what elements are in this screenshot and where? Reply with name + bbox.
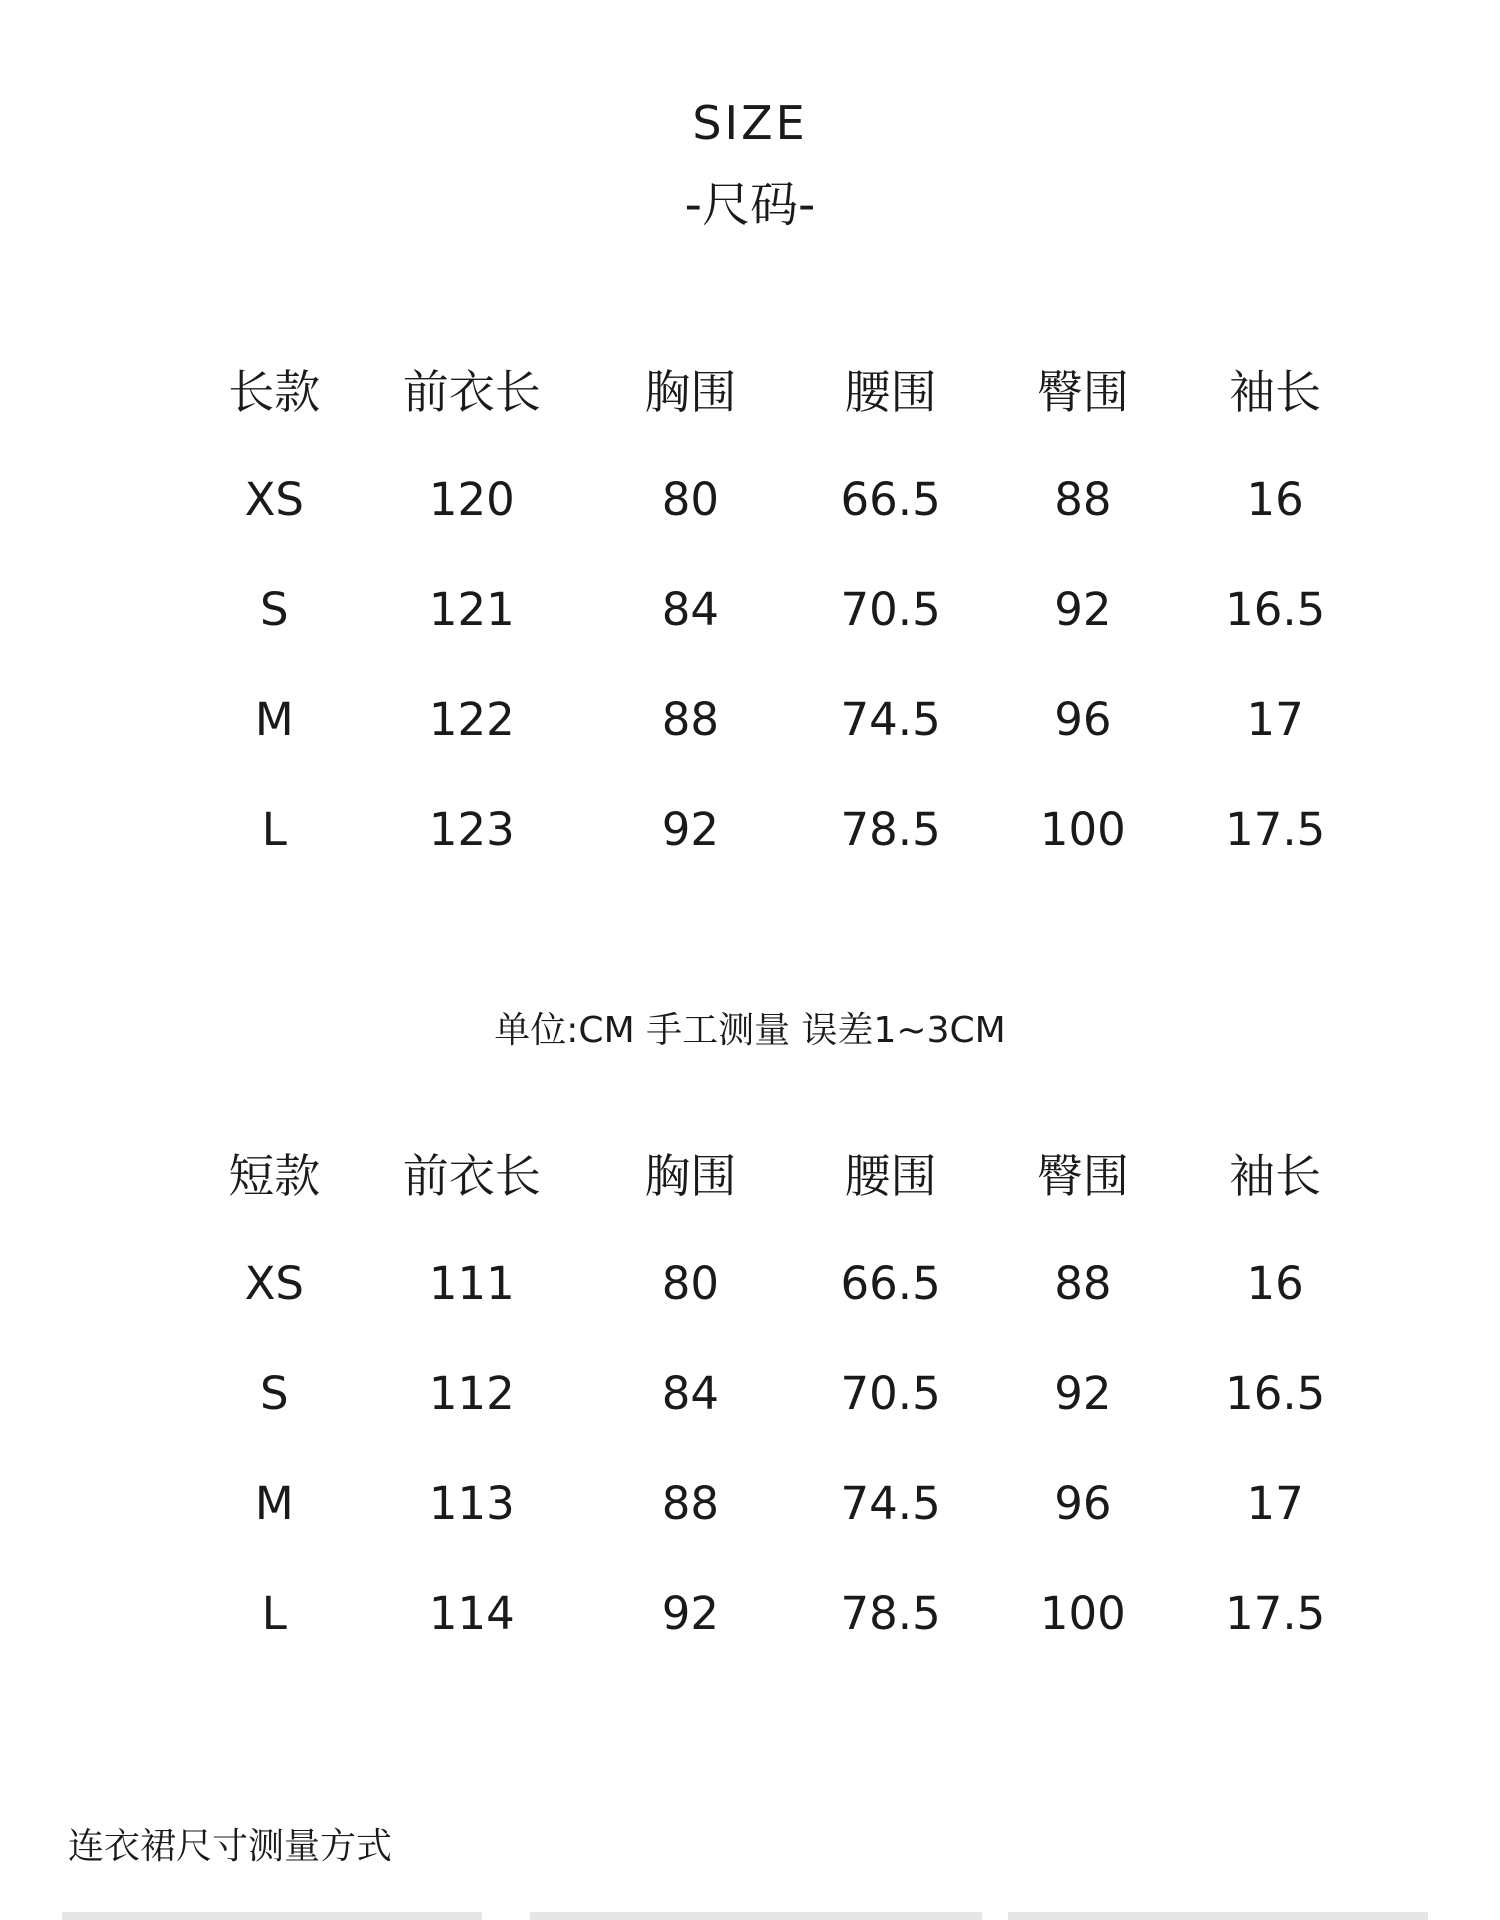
table-cell: 122 bbox=[428, 692, 515, 746]
table-cell: 96 bbox=[1054, 1476, 1112, 1530]
table-cell: 17 bbox=[1246, 692, 1304, 746]
table-cell: 121 bbox=[428, 582, 515, 636]
image-thumbnail bbox=[1008, 1912, 1428, 1920]
table-cell: 88 bbox=[661, 692, 720, 746]
header-cell: 腰围 bbox=[844, 365, 937, 419]
table-cell: 100 bbox=[1039, 802, 1126, 856]
table-cell: 80 bbox=[661, 1256, 720, 1310]
table-row bbox=[190, 1338, 1370, 1448]
image-thumbnail bbox=[62, 1912, 482, 1920]
table-cell: 88 bbox=[1054, 472, 1112, 526]
header-cell: 短款 bbox=[228, 1149, 321, 1203]
page-title-cn: -尺码- bbox=[684, 177, 816, 233]
table-cell: L bbox=[261, 802, 287, 856]
table-header-row bbox=[190, 334, 1370, 444]
header-cell: 胸围 bbox=[644, 365, 737, 419]
header-cell: 臀围 bbox=[1036, 365, 1129, 419]
table-cell: 80 bbox=[661, 472, 720, 526]
table-cell: L bbox=[261, 1586, 287, 1640]
table-cell: 16 bbox=[1246, 1256, 1304, 1310]
table-cell: S bbox=[259, 582, 289, 636]
table-cell: 92 bbox=[661, 1586, 720, 1640]
table-cell: 111 bbox=[428, 1256, 515, 1310]
table-cell: 16.5 bbox=[1225, 582, 1326, 636]
table-cell: 74.5 bbox=[840, 1476, 941, 1530]
table-cell: 74.5 bbox=[840, 692, 941, 746]
table-cell: 96 bbox=[1054, 692, 1112, 746]
header-cell: 胸围 bbox=[644, 1149, 737, 1203]
table-row bbox=[190, 774, 1370, 884]
header-cell: 前衣长 bbox=[402, 365, 541, 419]
table-cell: 92 bbox=[661, 802, 720, 856]
unit-note: 单位:CM 手工测量 误差1~3CM bbox=[494, 1010, 1006, 1051]
header-cell: 袖长 bbox=[1229, 1149, 1322, 1203]
image-thumbnail bbox=[530, 1912, 982, 1920]
table-cell: 17 bbox=[1246, 1476, 1304, 1530]
table-cell: 120 bbox=[428, 472, 515, 526]
table-cell: 78.5 bbox=[840, 802, 941, 856]
table-row bbox=[190, 664, 1370, 774]
table-cell: 84 bbox=[661, 582, 720, 636]
table-cell: 92 bbox=[1054, 582, 1112, 636]
table-header-row bbox=[190, 1118, 1370, 1228]
header-cell: 腰围 bbox=[844, 1149, 937, 1203]
table-cell: 112 bbox=[428, 1366, 515, 1420]
table-cell: 88 bbox=[1054, 1256, 1112, 1310]
table-cell: 100 bbox=[1039, 1586, 1126, 1640]
table-cell: 114 bbox=[428, 1586, 515, 1640]
table-cell: M bbox=[254, 1476, 294, 1530]
header-cell: 长款 bbox=[228, 365, 321, 419]
table-cell: 16.5 bbox=[1225, 1366, 1326, 1420]
table-row bbox=[190, 1448, 1370, 1558]
table-cell: 17.5 bbox=[1225, 802, 1326, 856]
short-size-table bbox=[190, 1118, 1370, 1668]
table-cell: 66.5 bbox=[840, 472, 941, 526]
table-cell: XS bbox=[244, 1256, 304, 1310]
table-cell: 16 bbox=[1246, 472, 1304, 526]
header-cell: 臀围 bbox=[1036, 1149, 1129, 1203]
table-cell: 123 bbox=[428, 802, 515, 856]
header-cell: 袖长 bbox=[1229, 365, 1322, 419]
table-cell: 84 bbox=[661, 1366, 720, 1420]
table-cell: 92 bbox=[1054, 1366, 1112, 1420]
table-cell: M bbox=[254, 692, 294, 746]
table-cell: XS bbox=[244, 472, 304, 526]
table-cell: 113 bbox=[428, 1476, 515, 1530]
table-cell: 88 bbox=[661, 1476, 720, 1530]
measure-section-label: 连衣裙尺寸测量方式 bbox=[68, 1826, 393, 1867]
table-row bbox=[190, 554, 1370, 664]
long-size-table bbox=[190, 334, 1370, 884]
table-row bbox=[190, 1558, 1370, 1668]
table-row bbox=[190, 1228, 1370, 1338]
table-cell: S bbox=[259, 1366, 289, 1420]
table-cell: 17.5 bbox=[1225, 1586, 1326, 1640]
header-cell: 前衣长 bbox=[402, 1149, 541, 1203]
table-cell: 70.5 bbox=[840, 1366, 941, 1420]
table-cell: 70.5 bbox=[840, 582, 941, 636]
table-cell: 78.5 bbox=[840, 1586, 941, 1640]
page-title-en: SIZE bbox=[692, 96, 808, 150]
table-cell: 66.5 bbox=[840, 1256, 941, 1310]
table-row bbox=[190, 444, 1370, 554]
